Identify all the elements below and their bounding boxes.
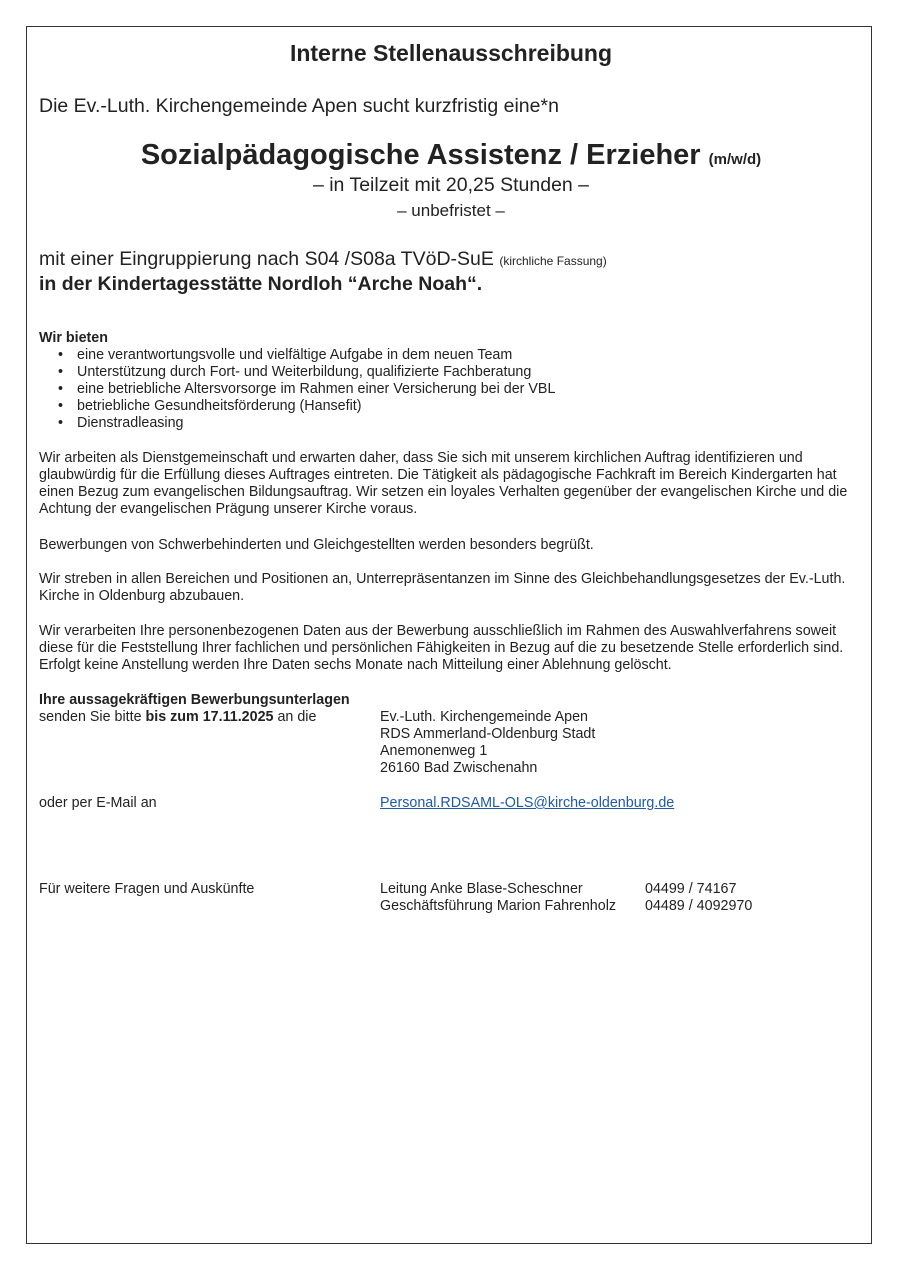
list-item [39,347,555,364]
apply-instruction [39,709,316,726]
bullet-icon: • [58,381,64,397]
pay-grouping-text: mit einer Eingruppierung nach S04 /S08a TVöD-SuE [39,248,494,270]
address-line: Anemonenweg 1 [380,743,488,759]
offers-list [39,347,555,432]
apply-heading: Ihre aussagekräftigen Bewerbungsunterlagen [39,692,350,708]
offer-text: Dienstradleasing [77,415,184,431]
bullet-icon: • [58,364,64,380]
facility-name: in der Kindertagesstätte Nordloh “Arche Noah“. [39,273,483,295]
contract-type: – unbefristet – [397,201,505,220]
contact-name: Leitung Anke Blase-Scheschner [380,881,583,897]
address-line: 26160 Bad Zwischenahn [380,760,538,776]
job-title-text: Sozialpädagogische Assistenz / Erzieher [140,139,701,171]
part-time-info: – in Teilzeit mit 20,25 Stunden – [312,174,590,196]
address-line: Ev.-Luth. Kirchengemeinde Apen [380,709,588,725]
contact-phone: 04489 / 4092970 [645,898,753,914]
bullet-icon: • [58,347,64,363]
offer-text: eine verantwortungsvolle und vielfältige Aufgabe in dem neuen Team [77,347,513,363]
list-item [39,381,555,398]
paragraph-disability: Bewerbungen von Schwerbehinderten und Gleichgestellten werden besonders begrüßt. [39,537,594,553]
postal-address [380,709,595,777]
bullet-icon: • [58,398,64,414]
list-item [39,415,555,432]
offer-text: betriebliche Gesundheitsförderung (Hansefit) [77,398,362,414]
page-title: Interne Stellenausschreibung [289,40,613,66]
job-gender-note: (m/w/d) [708,151,762,168]
questions-label: Für weitere Fragen und Auskünfte [39,881,255,897]
paragraph-privacy: Wir verarbeiten Ihre personenbezogenen Daten aus der Bewerbung ausschließlich im Rahmen des Auswahlverfahrens soweit diese für die Feststellung Ihrer fachlichen und persönlichen Fähigkeiten in Bezug auf die zu besetzende Stelle erforderlich sind. Erfolgt keine Anstellung werden Ihre Daten sechs Monate nach Mitteilung einer Ablehnung gelöscht. [39,623,844,673]
offer-text: eine betriebliche Altersvorsorge im Rahmen einer Versicherung bei der VBL [77,381,556,397]
contact-name: Geschäftsführung Marion Fahrenholz [380,898,617,914]
email-link[interactable]: Personal.RDSAML-OLS@kirche-oldenburg.de [380,795,675,811]
list-item [39,364,555,381]
offers-heading: Wir bieten [39,330,108,346]
intro-text: Die Ev.-Luth. Kirchengemeinde Apen sucht kurzfristig eine*n [39,95,559,117]
pay-grouping-note: (kirchliche Fassung) [499,254,607,268]
email-label: oder per E-Mail an [39,795,157,811]
apply-deadline: bis zum 17.11.2025 [145,709,274,725]
paragraph-mission: Wir arbeiten als Dienstgemeinschaft und erwarten daher, dass Sie sich mit unserem kirchlichen Auftrag identifizieren und glaubwürdig für die Erfüllung dieses Auftrages eintreten. Die Tätigkeit als pädagogische Fachkraft im Bereich Kindergarten hat einen Bezug zum evangelischen Bildungsauftrag. Wir setzen ein loyales Verhalten gegenüber der evangelischen Kirche und die Achtung der evangelischen Prägung unserer Kirche voraus. [39,450,848,517]
apply-suffix: an die [273,709,317,725]
contact-row [380,881,752,898]
contact-list [380,881,752,915]
list-item [39,398,555,415]
bullet-icon: • [58,415,64,431]
paragraph-equality: Wir streben in allen Bereichen und Positionen an, Unterrepräsentanzen im Sinne des Gleichbehandlungsgesetzes der Ev.-Luth. Kirche in Oldenburg abzubauen. [39,571,846,604]
address-line: RDS Ammerland-Oldenburg Stadt [380,726,596,742]
contact-phone: 04499 / 74167 [645,881,737,897]
apply-prefix: senden Sie bitte [39,709,146,725]
offer-text: Unterstützung durch Fort- und Weiterbildung, qualifizierte Fachberatung [77,364,532,380]
contact-row [380,898,752,915]
